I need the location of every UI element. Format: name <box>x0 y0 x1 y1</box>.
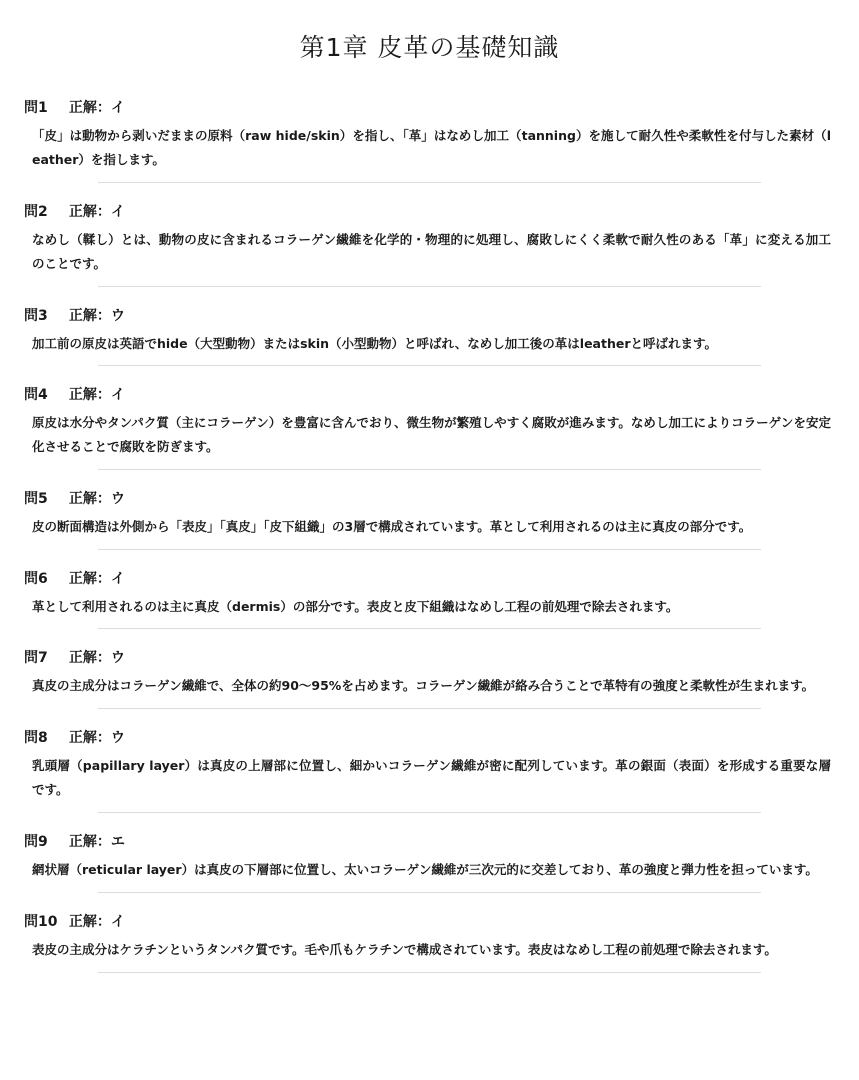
answer-list <box>24 98 831 973</box>
answer-header <box>24 202 831 222</box>
divider <box>98 628 761 629</box>
answer-explanation: 網状層（reticular layer）は真皮の下層部に位置し、太いコラーゲン繊維が三次元的に交差しており、革の強度と弾力性を担っています。 <box>32 862 818 877</box>
answer-header <box>24 728 831 748</box>
question-number: 問6 <box>24 571 48 587</box>
question-number: 問9 <box>24 834 48 850</box>
answer-item <box>24 912 831 973</box>
correct-answer: 正解：ウ <box>68 650 125 666</box>
answer-header <box>24 648 831 668</box>
answer-explanation: 真皮の主成分はコラーゲン繊維で、全体の約90〜95%を占めます。コラーゲン繊維が絡み合うことで革特有の強度と柔軟性が生まれます。 <box>32 678 815 693</box>
question-number: 問10 <box>24 914 58 930</box>
correct-answer: 正解：イ <box>68 387 125 403</box>
answer-item <box>24 832 831 893</box>
divider <box>98 286 761 287</box>
answer-item <box>24 648 831 709</box>
divider <box>98 549 761 550</box>
answer-item <box>24 98 831 183</box>
divider <box>98 972 761 973</box>
question-number: 問2 <box>24 204 48 220</box>
divider <box>98 469 761 470</box>
answer-item <box>24 569 831 629</box>
answer-explanation: 「皮」は動物から剥いだままの原料（raw hide/skin）を指し、「革」はなめし加工（tanning）を施して耐久性や柔軟性を付与した素材（leather）を指します。 <box>32 128 831 167</box>
divider <box>98 708 761 709</box>
question-number: 問7 <box>24 650 48 666</box>
answer-item <box>24 202 831 287</box>
divider <box>98 892 761 893</box>
correct-answer: 正解：ウ <box>68 730 125 746</box>
answer-header <box>24 385 831 405</box>
correct-answer: 正解：ウ <box>68 308 125 324</box>
correct-answer: 正解：イ <box>68 204 125 220</box>
question-number: 問3 <box>24 308 48 324</box>
answer-item <box>24 489 831 550</box>
answer-item <box>24 728 831 813</box>
answer-header <box>24 569 831 589</box>
question-number: 問4 <box>24 387 48 403</box>
answer-explanation: 皮の断面構造は外側から「表皮」「真皮」「皮下組織」の3層で構成されています。革として利用されるのは主に真皮の部分です。 <box>32 519 752 534</box>
question-number: 問5 <box>24 491 48 507</box>
answer-header <box>24 306 831 326</box>
answer-header <box>24 832 831 852</box>
correct-answer: 正解：イ <box>68 914 125 930</box>
answer-explanation: 原皮は水分やタンパク質（主にコラーゲン）を豊富に含んでおり、微生物が繁殖しやすく腐敗が進みます。なめし加工によりコラーゲンを安定化させることで腐敗を防ぎます。 <box>32 415 831 454</box>
correct-answer: 正解：イ <box>68 571 125 587</box>
answer-explanation: なめし（鞣し）とは、動物の皮に含まれるコラーゲン繊維を化学的・物理的に処理し、腐敗しにくく柔軟で耐久性のある「革」に変える加工のことです。 <box>32 232 831 271</box>
answer-explanation: 加工前の原皮は英語でhide（大型動物）またはskin（小型動物）と呼ばれ、なめし加工後の革はleatherと呼ばれます。 <box>32 336 718 351</box>
question-number: 問1 <box>24 100 48 116</box>
answer-header <box>24 489 831 509</box>
divider <box>98 365 761 366</box>
divider <box>98 812 761 813</box>
correct-answer: 正解：ウ <box>68 491 125 507</box>
answer-header <box>24 912 831 932</box>
chapter-title: 第1章 皮革の基礎知識 <box>299 33 560 62</box>
question-number: 問8 <box>24 730 48 746</box>
answer-item <box>24 385 831 470</box>
answer-explanation: 革として利用されるのは主に真皮（dermis）の部分です。表皮と皮下組織はなめし工程の前処理で除去されます。 <box>32 599 679 614</box>
answer-item <box>24 306 831 366</box>
correct-answer: 正解：イ <box>68 100 125 116</box>
answer-header <box>24 98 831 118</box>
divider <box>98 182 761 183</box>
answer-explanation: 表皮の主成分はケラチンというタンパク質です。毛や爪もケラチンで構成されています。表皮はなめし工程の前処理で除去されます。 <box>32 942 777 957</box>
correct-answer: 正解：エ <box>68 834 125 850</box>
answer-explanation: 乳頭層（papillary layer）は真皮の上層部に位置し、細かいコラーゲン繊維が密に配列しています。革の銀面（表面）を形成する重要な層です。 <box>32 758 831 797</box>
